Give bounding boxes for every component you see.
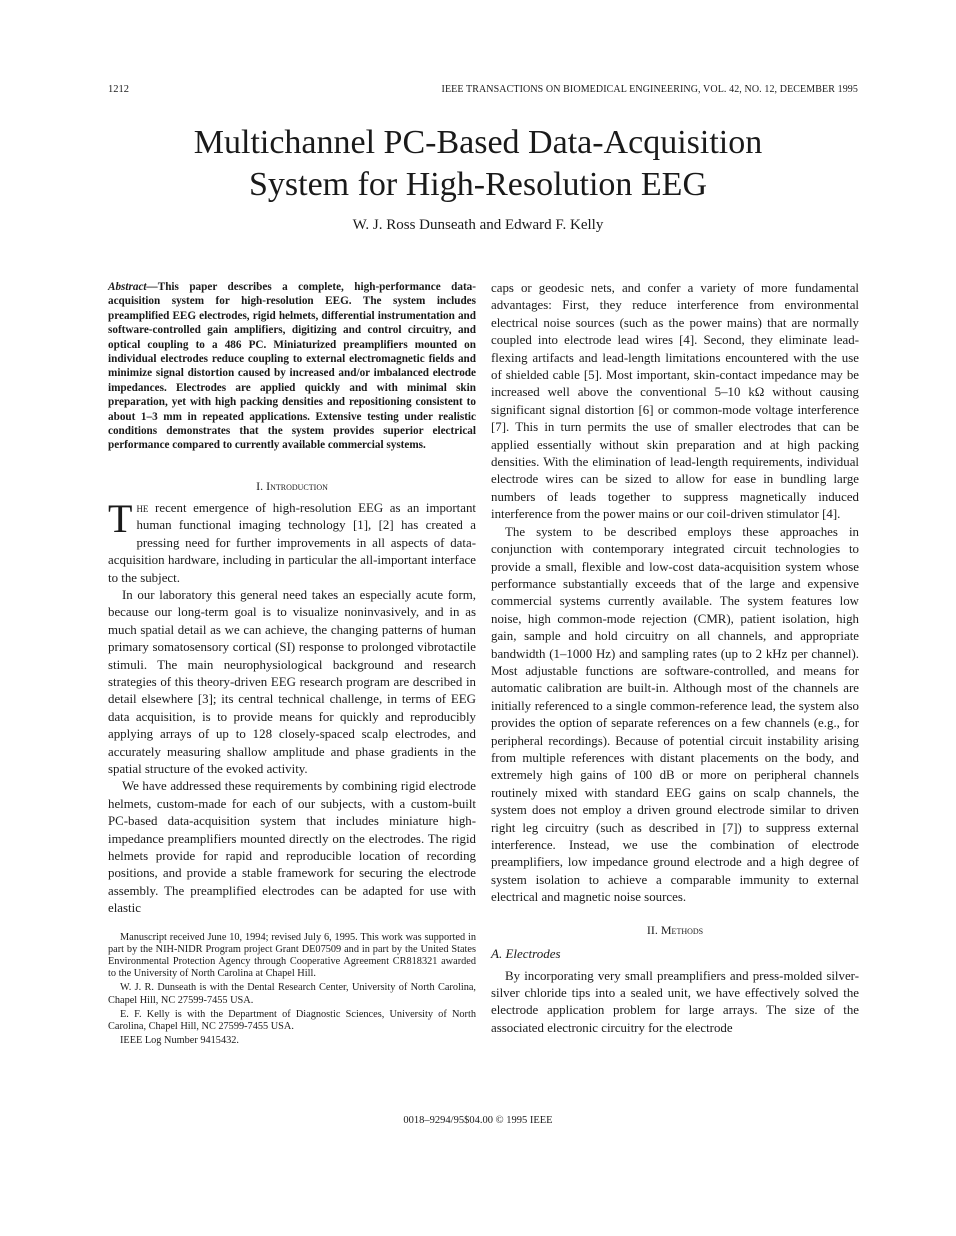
intro-paragraph-1-text: recent emergence of high-resolution EEG as an important human functional imaging technology [1], [2] has created a pressing need for further improvements in all aspects of data-acquisition hardware, including in particular the all-important interface to the subject. — [108, 500, 476, 585]
abstract — [108, 280, 476, 453]
subsection-heading-electrodes: A. Electrodes — [491, 945, 561, 961]
right-paragraph-3: By incorporating very small preamplifiers and press-molded silver-silver chloride tips into a sealed unit, we have effectively solved the electrode application problem for large arrays. The size of the associated electronic circuitry for the electrode — [491, 968, 859, 1035]
right-column — [491, 280, 859, 1037]
footnotes — [108, 932, 476, 1048]
intro-paragraph-1 — [108, 495, 476, 587]
section-heading-methods: II. Methods — [646, 922, 704, 937]
paper-title — [0, 122, 956, 206]
running-head: IEEE TRANSACTIONS ON BIOMEDICAL ENGINEERING, VOL. 42, NO. 12, DECEMBER 1995 — [441, 84, 858, 95]
copyright-line: 0018–9294/95$04.00 © 1995 IEEE — [403, 1115, 553, 1126]
footnote-author-2: E. F. Kelly is with the Department of Diagnostic Sciences, University of North Carolina, Chapel Hill, NC 27599-7455 USA. — [108, 1008, 476, 1033]
title-line-2: System for High-Resolution EEG — [248, 166, 708, 203]
right-paragraph-1: caps or geodesic nets, and confer a variety of more fundamental advantages: First, they reduce interference from environmental electrical noise sources (such as the power mains) that are normally coupled into electrode lead wires [4]. Second, they eliminate lead-flexing artifacts and lead-length limitations encountered with the use of shielded cable [5]. Most important, skin-contact impedance may be increased well above the conventional 5–10 kΩ without causing significant signal distortion [6] or common-mode voltage interference [7]. This in turn permits the use of smaller electrodes that can be applied essentially without skin preparation and at high packing densities. With the elimination of lead-length requirements, individual electrode wires can be sized to allow for ease in bundling large numbers of leads together to suppress magnetically induced interference from the power mains or our coil-driven stimulator [4]. — [491, 281, 859, 522]
footnote-manuscript: Manuscript received June 10, 1994; revised July 6, 1995. This work was supported in part by the NIH-NIDR Program project Grant DE07509 and in part by the United States Environmental Protection Agency through Cooperative Agreement CR818321 awarded to the University of North Carolina at Chapel Hill. — [108, 931, 476, 980]
right-paragraph-2: The system to be described employs these approaches in conjunction with contemporary integrated circuit technologies to provide a small, flexible and low-cost data-acquisition system whose performance substantially exceeds that of the large and expensive commercial systems currently available. The system features low noise, high common-mode rejection (CMR), patient isolation, high gain, sample and hold circuitry on all channels, and appropriate bandwidth (1–1000 Hz) and sampling rates (up to 2 kHz per channel). Most adjustable functions are software-controlled, and means for automatic calibration are built-in. Although most of the channels are initially referenced to a single common-reference lead, the system also provides the option of separate references on a few channels (e.g., for peripheral recordings). Because of potential circuit instability arising from multiple references with distant placements on the body, and extremely high gains of 100 dB or more on peripheral channels routinely mixed with standard EEG gains on scalp channels, the system does not employ a driven ground electrode similar to driven right leg circuitry (such as described in [7]) to suppress external interference. Instead, we use the combination of electrode preamplifiers, low impedance ground electrode and a high degree of system isolation to achieve a comparable immunity to external electrical and magnetic noise sources. — [491, 524, 859, 905]
page-number: 1212 — [108, 84, 129, 95]
section-heading-introduction: I. Introduction — [256, 478, 328, 493]
footnote-author-1: W. J. R. Dunseath is with the Dental Research Center, University of North Carolina, Chapel Hill, NC 27599-7455 USA. — [108, 982, 476, 1006]
abstract-text: This paper describes a complete, high-performance data-acquisition system for high-resolution EEG. The system includes preamplified EEG electrodes, rigid helmets, differential instrumentation and software-controlled gain amplifiers, digitizing and control circuitry, and optical coupling to a 486 PC. Miniaturized preamplifiers mounted on individual electrodes reduce coupling to external electromagnetic fields and minimize signal distortion caused by increased and/or imbalanced electrode impedances. Electrodes are applied quickly and with minimal skin preparation, yet with high packing densities and repositioning consistent to about 1–3 mm in repeated applications. Extensive testing under realistic conditions demonstrates that the system provides superior electrical performance compared to currently available commercial systems. — [108, 281, 476, 452]
footnote-log-number: IEEE Log Number 9415432. — [120, 1035, 239, 1047]
drop-cap: T — [108, 495, 133, 541]
intro-paragraph-3: We have addressed these requirements by combining rigid electrode helmets, custom-made for each of our subjects, with a custom-built PC-based data-acquisition system that includes miniature high-impedance preamplifiers mounted directly on the electrodes. The rigid helmets provide for rapid and reproducible location of recording positions, and provide a stable framework for securing the electrode assembly. The preamplified electrodes can be adapted for use with elastic — [108, 779, 476, 916]
abstract-lead: Abstract— — [108, 281, 158, 293]
intro-paragraph-2: In our laboratory this general need takes an especially acute form, because our long-term goal is to visualize noninvasively, and in as much spatial detail as we can achieve, the changing patterns of human primary somatosensory cortical (SI) response to prolonged vibrotactile stimuli. The main neurophysiological background and research strategies of this theory-driven EEG research program are described in detail elsewhere [3]; its central technical challenge, in terms of EEG data acquisition, is to provide means for quickly and reproducibly applying arrays of up to 128 closely-spaced scalp electrodes, and accurately measuring shallow amplitude and phase gradients in the spatial structure of the evoked activity. — [108, 587, 476, 776]
title-line-1: Multichannel PC-Based Data-Acquisition — [193, 124, 763, 161]
drop-cap-rest: he — [136, 500, 149, 515]
left-column — [108, 280, 476, 1049]
authors: W. J. Ross Dunseath and Edward F. Kelly — [352, 217, 604, 233]
